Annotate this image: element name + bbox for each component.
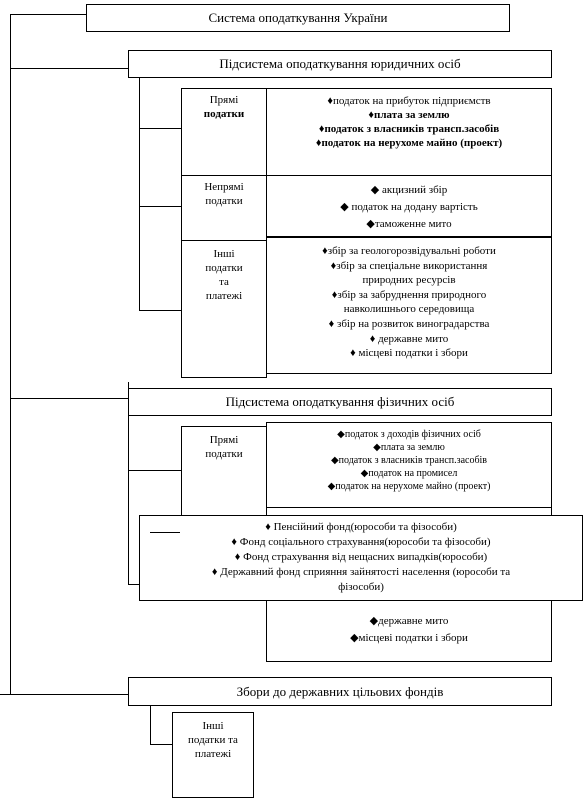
physical-direct-list (267, 423, 551, 493)
list-item: фізособи) (338, 581, 384, 593)
list-item: ◆державне мито (369, 615, 449, 627)
legal-other-label-line3: та (219, 276, 229, 288)
legal-direct-items-box (266, 88, 552, 176)
legal-direct-label-line1: Прямі (209, 94, 239, 106)
list-item: ♦податок на прибуток підприємств (327, 95, 491, 107)
root-title: Система оподаткування України (208, 10, 388, 25)
connector-root-physical (10, 398, 128, 399)
connector-targets-other (150, 744, 172, 745)
connector-root-targets (0, 694, 128, 695)
targets-title: Збори до державних цільових фондів (236, 683, 444, 699)
legal-other-label-line2: податки (205, 262, 243, 274)
funds-list (140, 516, 582, 595)
physical-direct-label-line1: Прямі (209, 434, 239, 446)
legal-indirect-label-box (181, 175, 267, 241)
legal-indirect-list (267, 176, 551, 233)
connector-physical-direct (128, 470, 181, 471)
connector-legal-indirect (139, 206, 181, 207)
legal-direct-label-box (181, 88, 267, 176)
physical-direct-divider (267, 507, 551, 508)
targets-other-label-line3: платежі (194, 748, 232, 760)
list-item: ♦ Фонд соціального страхування(юрособи та фізособи) (231, 536, 491, 548)
list-item: навколишнього середовища (343, 303, 475, 316)
list-item: ♦ державне мито (369, 332, 449, 345)
connector-root-top (10, 14, 86, 15)
connector-legal-other (139, 310, 181, 311)
legal-subsystem-box (128, 50, 552, 78)
connector-targets-vertical (150, 706, 151, 744)
list-item: ♦податок на нерухоме майно (проект) (315, 137, 503, 149)
list-item: ◆податок на нерухоме майно (проект) (327, 481, 491, 492)
list-item: ♦ Державний фонд сприяння зайнятості населення (юрособи та (211, 566, 511, 578)
legal-indirect-items-box (266, 175, 552, 237)
legal-direct-label-line2: податки (203, 108, 245, 120)
funds-box-dash (150, 532, 180, 533)
list-item: ♦ збір на розвиток виноградарства (328, 317, 490, 330)
targets-other-box (172, 712, 254, 798)
list-item: ♦податок з власників трансп.засобів (318, 123, 500, 135)
legal-indirect-label-line1: Непрямі (204, 181, 244, 193)
legal-other-items-box (266, 237, 552, 374)
list-item: ◆місцеві податки і збори (350, 632, 468, 644)
list-item: ◆податок на промисел (360, 468, 458, 479)
legal-other-label-line1: Інші (213, 248, 235, 260)
list-item: ◆ акцизний збір (370, 184, 448, 196)
list-item: ♦ Фонд страхування від нещасних випадків(юрособи) (234, 551, 488, 563)
list-item: ♦збір за геологорозвідувальні роботи (322, 245, 496, 257)
physical-subsystem-title: Підсистема оподаткування фізичних осіб (225, 394, 455, 409)
physical-extra-list (267, 613, 551, 647)
legal-subsystem-title: Підсистема оподаткування юридичних осіб (219, 56, 461, 71)
list-item: ◆ податок на додану вартість (340, 201, 478, 213)
physical-direct-label-box (181, 426, 267, 516)
list-item: ♦ місцеві податки і збори (350, 347, 468, 360)
connector-root-vertical (10, 14, 11, 694)
targets-other-label-line1: Інші (202, 720, 224, 732)
list-item: ♦збір за спеціальне використання (330, 259, 488, 272)
targets-box (128, 677, 552, 706)
legal-indirect-label-line2: податки (205, 195, 243, 207)
physical-subsystem-box (128, 388, 552, 416)
list-item: природних ресурсів (362, 274, 456, 287)
legal-other-list (267, 238, 551, 361)
targets-other-label-line2: податки та (188, 734, 238, 746)
list-item: ◆таможенне мито (366, 218, 452, 230)
legal-other-label-box (181, 240, 267, 378)
list-item: ♦плата за землю (368, 109, 450, 121)
connector-legal-vertical (139, 78, 140, 310)
legal-direct-list (267, 89, 551, 150)
list-item: ◆податок з доходів фізичних осіб (337, 429, 481, 440)
connector-root-legal (10, 68, 128, 69)
list-item: ♦ Пенсійний фонд(юрособи та фізособи) (265, 521, 457, 533)
root-box (86, 4, 510, 32)
list-item: ◆плата за землю (373, 442, 445, 453)
funds-box (139, 515, 583, 601)
list-item: ◆податок з власників трансп.засобів (330, 455, 488, 466)
connector-legal-direct (139, 128, 181, 129)
list-item: ♦збір за забруднення природного (331, 288, 487, 301)
physical-direct-label-line2: податки (205, 448, 243, 460)
legal-other-label-line4: платежі (205, 290, 243, 302)
